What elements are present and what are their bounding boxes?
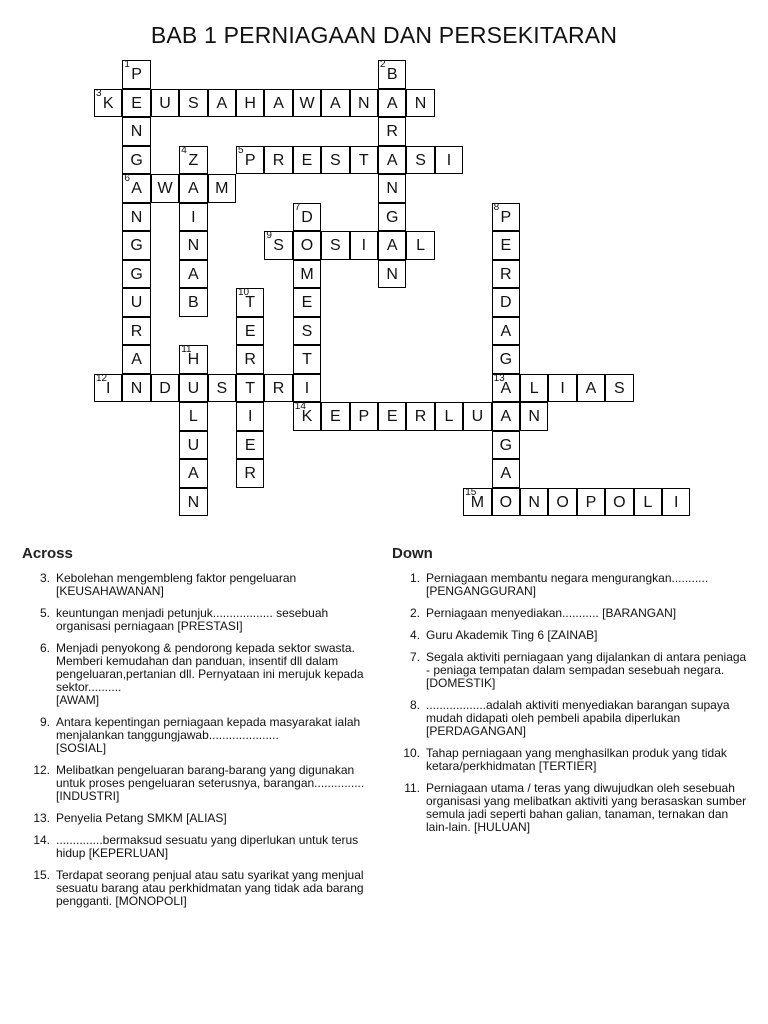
cell-letter: R: [272, 151, 285, 169]
grid-cell: [293, 146, 321, 175]
cell-letter: L: [643, 493, 653, 511]
clue-item: [22, 834, 367, 860]
grid-cell: [122, 374, 150, 403]
grid-cell: [179, 345, 207, 374]
clue-item: [22, 607, 367, 633]
grid-cell: [151, 89, 179, 118]
grid-cell: [605, 488, 633, 517]
cell-letter: S: [614, 379, 625, 397]
clue-item: [22, 716, 367, 755]
grid-cell: [406, 89, 434, 118]
cell-letter: N: [187, 493, 200, 511]
cell-letter: S: [415, 151, 426, 169]
grid-cell: [208, 89, 236, 118]
cell-letter: T: [358, 151, 369, 169]
grid-cell: [492, 260, 520, 289]
cell-letter: I: [560, 379, 565, 397]
clue-number: 13.: [33, 811, 50, 825]
grid-cell: [122, 317, 150, 346]
grid-cell: [122, 231, 150, 260]
cell-letter: R: [500, 265, 512, 283]
cell-letter: I: [191, 208, 196, 226]
cell-letter: U: [471, 408, 484, 425]
cell-letter: D: [301, 208, 313, 226]
cell-letter: A: [386, 151, 398, 169]
clue-number: 5: [238, 144, 244, 156]
grid-cell: [293, 374, 321, 403]
cell-letter: M: [470, 493, 485, 511]
clue-number: 13: [493, 372, 505, 384]
cell-letter: Z: [188, 151, 199, 169]
grid-cell: [122, 345, 150, 374]
cell-letter: A: [500, 322, 512, 340]
cell-letter: E: [131, 94, 142, 112]
grid-cell: [350, 89, 378, 118]
cell-letter: K: [102, 94, 114, 112]
grid-cell: [435, 146, 463, 175]
grid-cell: [605, 374, 633, 403]
cell-letter: U: [187, 379, 200, 397]
grid-cell: [378, 231, 406, 260]
grid-cell: [179, 374, 207, 403]
grid-cell: [378, 174, 406, 203]
cell-letter: O: [613, 493, 626, 511]
grid-cell: [293, 260, 321, 289]
cell-letter: A: [386, 237, 398, 254]
across-clues: [22, 545, 367, 917]
clue-number: 6.: [39, 641, 50, 655]
clue-text: keuntungan menjadi petunjuk.................. sesebuah organisasi perniagaan [PRESTASI]: [56, 606, 329, 633]
grid-cell: [208, 174, 236, 203]
cell-letter: G: [385, 208, 399, 226]
clue-number: 6: [124, 173, 130, 184]
cell-letter: E: [244, 322, 256, 340]
clue-item: [22, 764, 367, 803]
grid-cell: [179, 431, 207, 460]
cell-letter: S: [330, 237, 341, 254]
grid-cell: [94, 374, 122, 403]
grid-cell: [577, 488, 605, 517]
clue-text: Antara kepentingan perniagaan kepada masyarakat ialah menjalankan tanggungjawab..................... [SOSIAL]: [56, 715, 361, 755]
grid-cell: [179, 174, 207, 203]
grid-cell: [208, 374, 236, 403]
cell-letter: R: [386, 123, 398, 140]
grid-cell: [350, 231, 378, 260]
clue-text: Terdapat seorang penjual atau satu syarikat yang menjual sesuatu barang atau perkhidmatan yang tidak ada barang pengganti. [MONOPOLI]: [56, 868, 364, 908]
cell-letter: H: [187, 351, 200, 368]
cell-letter: A: [585, 379, 597, 397]
cell-letter: E: [500, 237, 512, 254]
clue-number: 8.: [409, 698, 420, 712]
grid-cell: [236, 431, 264, 460]
clue-item: [392, 629, 747, 642]
grid-cell: [179, 203, 207, 232]
grid-cell: [350, 402, 378, 431]
grid-cell: [236, 459, 264, 488]
grid-cell: [350, 146, 378, 175]
grid-cell: [236, 402, 264, 431]
cell-letter: A: [386, 94, 398, 112]
clue-number: 14: [294, 401, 306, 412]
cell-letter: R: [414, 408, 427, 425]
cell-letter: S: [301, 322, 313, 340]
clue-text: Segala aktiviti perniagaan yang dijalankan di antara peniaga - peniaga tempatan dalam sempadan sesebuah negara. [DOMESTIK]: [426, 650, 747, 690]
grid-cell: [293, 89, 321, 118]
grid-cell: [378, 89, 406, 118]
clue-number: 10.: [403, 746, 420, 760]
grid-cell: [122, 60, 150, 89]
cell-letter: G: [130, 151, 143, 169]
grid-cell: [492, 288, 520, 317]
clue-number: 7.: [409, 650, 420, 664]
grid-cell: [634, 488, 662, 517]
cell-letter: P: [585, 493, 597, 511]
grid-cell: [264, 374, 292, 403]
cell-letter: I: [105, 379, 111, 397]
grid-cell: [236, 146, 264, 175]
grid-cell: [492, 345, 520, 374]
cell-letter: L: [416, 237, 426, 254]
cell-letter: W: [299, 94, 315, 112]
page-title: BAB 1 PERNIAGAAN DAN PERSEKITARAN: [150, 22, 618, 48]
clue-number: 1.: [409, 571, 420, 585]
grid-cell: [236, 374, 264, 403]
clue-number: 3: [96, 87, 102, 99]
cell-letter: N: [386, 265, 398, 283]
grid-cell: [179, 288, 207, 317]
cell-letter: L: [529, 379, 539, 397]
cell-letter: D: [159, 379, 171, 397]
grid-cell: [94, 89, 122, 118]
cell-letter: U: [159, 94, 171, 112]
grid-cell: [492, 402, 520, 431]
cell-letter: P: [131, 66, 142, 83]
clue-text: Perniagaan utama / teras yang diwujudkan oleh sesebuah organisasi yang melibatkan aktiviti yang berasaskan sumber semula jadi seperti bahan galian, tanaman, ternakan dan lain-lain. [HULUAN]: [426, 781, 747, 834]
grid-cell: [122, 260, 150, 289]
grid-cell: [662, 488, 690, 517]
grid-cell: [122, 288, 150, 317]
grid-cell: [236, 345, 264, 374]
clue-item: [392, 747, 747, 773]
clue-number: 15.: [33, 868, 50, 882]
clue-number: 8: [493, 201, 500, 213]
cell-letter: A: [500, 379, 512, 397]
cell-letter: D: [500, 294, 512, 311]
grid-cell: [406, 231, 434, 260]
clue-item: [392, 782, 747, 834]
clue-number: 2.: [409, 606, 420, 620]
grid-cell: [293, 203, 321, 232]
grid-cell: [520, 402, 548, 431]
grid-cell: [151, 374, 179, 403]
cell-letter: N: [187, 237, 200, 254]
clue-item: [392, 572, 747, 598]
cell-letter: E: [330, 408, 341, 425]
clue-text: Melibatkan pengeluaran barang-barang yang digunakan untuk proses pengeluaran seterusnya, barangan............... [INDUSTRI]: [56, 763, 365, 803]
cell-letter: E: [301, 151, 313, 169]
grid-cell: [492, 374, 520, 403]
clue-item: [392, 699, 747, 738]
cell-letter: P: [358, 408, 370, 425]
cell-letter: T: [302, 351, 312, 368]
grid-cell: [492, 203, 520, 232]
clue-number: 9: [266, 230, 272, 241]
grid-cell: [492, 317, 520, 346]
clue-number: 11: [181, 344, 192, 355]
cell-letter: N: [358, 94, 370, 112]
grid-cell: [236, 317, 264, 346]
grid-cell: [293, 288, 321, 317]
cell-letter: S: [188, 94, 199, 112]
cell-letter: I: [361, 237, 367, 254]
grid-cell: [321, 89, 349, 118]
down-clue-list: [392, 572, 747, 834]
cell-letter: E: [244, 436, 256, 454]
grid-cell: [378, 203, 406, 232]
cell-letter: G: [130, 237, 143, 254]
grid-cell: [122, 203, 150, 232]
grid-cell: [179, 459, 207, 488]
across-heading: Across: [22, 545, 73, 562]
grid-cell: [378, 60, 406, 89]
cell-letter: E: [301, 294, 313, 311]
clue-text: Perniagaan membantu negara mengurangkan........... [PENGANGGURAN]: [426, 571, 709, 598]
cell-letter: A: [131, 351, 142, 368]
clue-number: 2: [380, 59, 386, 70]
cell-letter: A: [216, 94, 228, 112]
cell-letter: P: [500, 208, 512, 226]
grid-cell: [378, 260, 406, 289]
cell-letter: A: [330, 94, 341, 112]
cell-letter: N: [130, 123, 143, 140]
grid-cell: [293, 317, 321, 346]
clue-item: [22, 572, 367, 598]
clue-number: 12: [96, 372, 108, 384]
cell-letter: W: [157, 180, 173, 197]
cell-letter: K: [301, 408, 313, 425]
grid-cell: [406, 146, 434, 175]
crossword-grid: [94, 59, 679, 520]
clue-number: 7: [294, 201, 301, 213]
cell-letter: I: [304, 379, 310, 397]
grid-cell: [179, 260, 207, 289]
grid-cell: [548, 374, 576, 403]
grid-cell: [293, 345, 321, 374]
clue-number: 12.: [33, 763, 50, 777]
cell-letter: I: [446, 151, 452, 169]
grid-cell: [122, 174, 150, 203]
grid-cell: [264, 89, 292, 118]
grid-cell: [179, 146, 207, 175]
grid-cell: [122, 117, 150, 146]
cell-letter: N: [130, 379, 143, 397]
cell-letter: N: [130, 208, 143, 226]
cell-letter: O: [499, 493, 513, 511]
cell-letter: S: [273, 237, 284, 254]
grid-cell: [492, 488, 520, 517]
clue-number: 3.: [39, 571, 50, 585]
clue-text: Tahap perniagaan yang menghasilkan produk yang tidak ketara/perkhidmatan [TERTIER]: [426, 746, 727, 773]
grid-cell: [577, 374, 605, 403]
grid-cell: [520, 374, 548, 403]
grid-cell: [179, 488, 207, 517]
cell-letter: L: [444, 408, 454, 425]
grid-cell: [435, 402, 463, 431]
clue-number: 4.: [409, 628, 420, 642]
grid-cell: [179, 89, 207, 118]
clue-number: 14.: [33, 833, 50, 847]
down-clues: [392, 545, 747, 843]
cell-letter: N: [386, 180, 398, 197]
cell-letter: B: [188, 294, 199, 311]
cell-letter: N: [528, 493, 540, 511]
grid-cell: [492, 431, 520, 460]
cell-letter: H: [244, 94, 256, 112]
grid-cell: [378, 117, 406, 146]
cell-letter: R: [244, 351, 256, 368]
grid-cell: [151, 174, 179, 203]
cell-letter: G: [499, 436, 513, 454]
grid-cell: [321, 146, 349, 175]
cell-letter: A: [273, 94, 284, 112]
grid-cell: [179, 402, 207, 431]
grid-cell: [264, 146, 292, 175]
grid-cell: [122, 89, 150, 118]
clue-text: Perniagaan menyediakan........... [BARANGAN]: [426, 606, 677, 620]
cell-letter: M: [215, 180, 229, 197]
clue-text: Menjadi penyokong & pendorong kepada sektor swasta. Memberi kemudahan dan panduan, insentif dll dalam pengeluaran,pertanian dll. Pernyataan ini merujuk kepada sektor.......... [AWAM]: [56, 641, 364, 707]
cell-letter: G: [130, 265, 143, 283]
clue-text: ..................adalah aktiviti menyediakan barangan supaya mudah didapati oleh pembeli apabila diperlukan [PERDAGANGAN]: [426, 698, 730, 738]
clue-text: Kebolehan mengembleng faktor pengeluaran [KEUSAHAWANAN]: [56, 571, 297, 598]
grid-cell: [548, 488, 576, 517]
grid-cell: [492, 231, 520, 260]
cell-letter: U: [187, 436, 200, 454]
across-clue-list: [22, 572, 367, 908]
clue-item: [22, 812, 367, 825]
clue-number: 4: [181, 144, 187, 156]
grid-cell: [293, 231, 321, 260]
grid-cell: [122, 146, 150, 175]
clue-number: 9.: [39, 715, 50, 729]
clue-item: [392, 651, 747, 690]
cell-letter: T: [245, 294, 256, 311]
cell-letter: N: [528, 408, 540, 425]
cell-letter: A: [500, 465, 512, 482]
cell-letter: I: [247, 408, 253, 425]
cell-letter: R: [272, 379, 285, 397]
cell-letter: O: [556, 493, 569, 511]
grid-cell: [463, 402, 491, 431]
cell-letter: R: [130, 322, 143, 340]
grid-cell: [321, 402, 349, 431]
cell-letter: T: [245, 379, 256, 397]
clue-text: Guru Akademik Ting 6 [ZAINAB]: [426, 628, 598, 642]
cell-letter: N: [414, 94, 427, 112]
cell-letter: A: [188, 180, 199, 197]
cell-letter: A: [131, 180, 142, 197]
cell-letter: U: [130, 294, 143, 311]
clue-item: [392, 607, 747, 620]
grid-cell: [236, 288, 264, 317]
cell-letter: S: [216, 379, 228, 397]
clue-number: 5.: [39, 606, 50, 620]
cell-letter: O: [300, 237, 314, 254]
grid-cell: [264, 231, 292, 260]
cell-letter: A: [500, 408, 512, 425]
clue-number: 1: [124, 59, 130, 70]
clue-item: [22, 869, 367, 908]
down-heading: Down: [392, 545, 433, 562]
cell-letter: G: [499, 351, 513, 368]
cell-letter: R: [244, 465, 256, 482]
cell-letter: S: [330, 151, 341, 169]
clue-text: ..............bermaksud sesuatu yang diperlukan untuk terus hidup [KEPERLUAN]: [56, 833, 359, 860]
clue-text: Penyelia Petang SMKM [ALIAS]: [56, 811, 227, 825]
cell-letter: I: [673, 493, 679, 511]
cell-letter: B: [386, 66, 398, 83]
grid-cell: [236, 89, 264, 118]
grid-cell: [406, 402, 434, 431]
grid-cell: [293, 402, 321, 431]
grid-cell: [378, 146, 406, 175]
cell-letter: L: [188, 408, 198, 425]
cell-letter: E: [386, 408, 398, 425]
cell-letter: A: [188, 465, 199, 482]
clue-number: 15: [465, 486, 477, 498]
clue-number: 11.: [404, 781, 420, 795]
grid-cell: [321, 231, 349, 260]
grid-cell: [378, 402, 406, 431]
clue-number: 10: [238, 287, 250, 298]
grid-cell: [463, 488, 491, 517]
cell-letter: M: [300, 265, 314, 283]
cell-letter: A: [188, 265, 199, 283]
grid-cell: [179, 231, 207, 260]
grid-cell: [520, 488, 548, 517]
cell-letter: P: [244, 151, 256, 169]
clue-item: [22, 642, 367, 707]
grid-cell: [492, 459, 520, 488]
